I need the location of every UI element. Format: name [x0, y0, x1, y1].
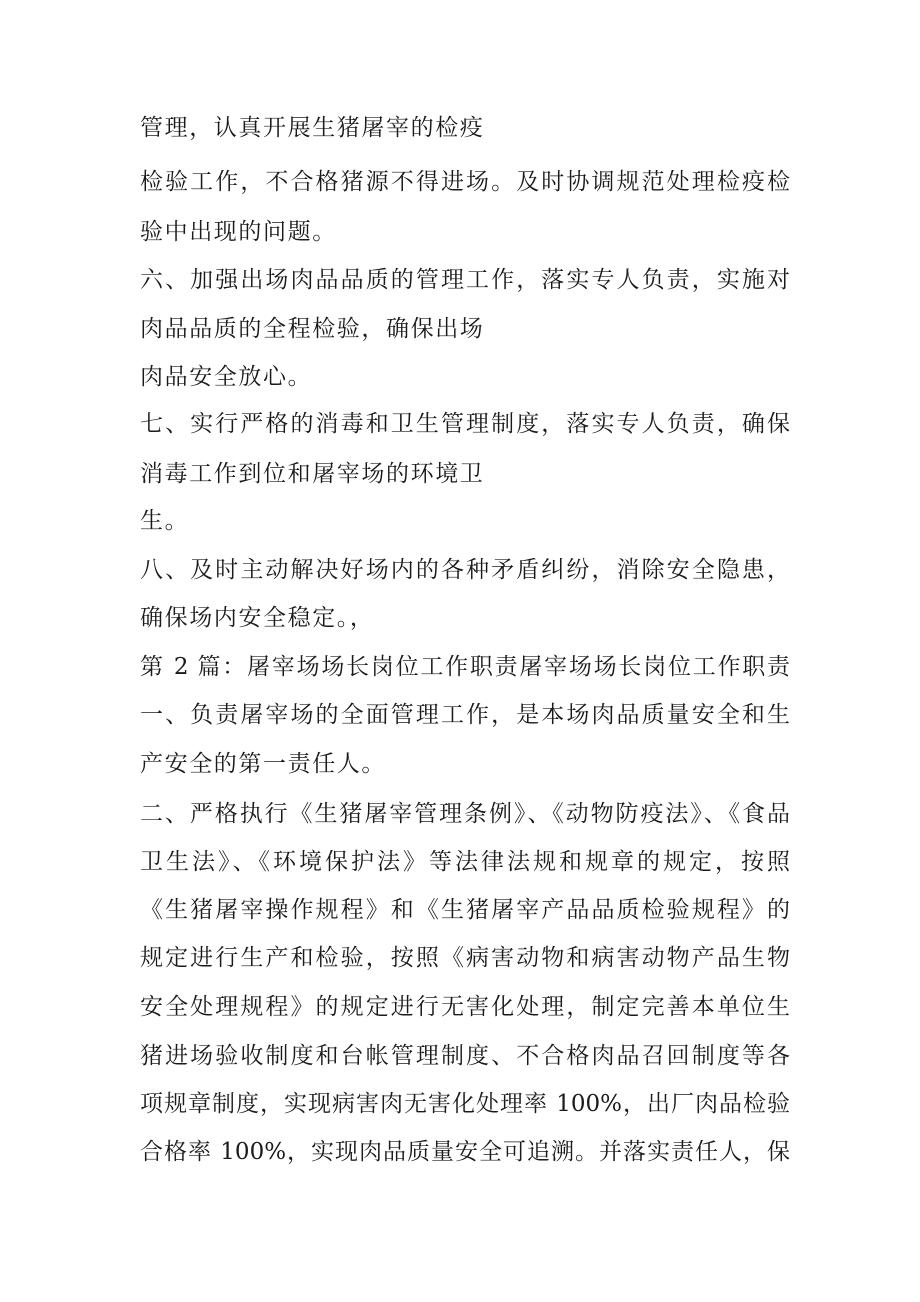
text-line: 七、实行严格的消毒和卫生管理制度，落实专人负责，确保: [140, 411, 790, 437]
text-line: 检验工作，不合格猪源不得进场。及时协调规范处理检疫检: [140, 169, 790, 195]
text-line: 猪进场验收制度和台帐管理制度、不合格肉品召回制度等各: [140, 1043, 790, 1069]
text-line: 肉品安全放心。: [140, 364, 313, 390]
text-line: 卫生法》、《环境保护法》等法律法规和规章的规定，按照: [140, 849, 790, 875]
text-line: 安全处理规程》的规定进行无害化处理，制定完善本单位生: [140, 994, 790, 1020]
text-line: 项规章制度，实现病害肉无害化处理率 100%，出厂肉品检验: [140, 1091, 790, 1117]
text-line: 六、加强出场肉品品质的管理工作，落实专人负责，实施对: [140, 267, 790, 293]
text-line: 《生猪屠宰操作规程》和《生猪屠宰产品品质检验规程》的: [140, 897, 790, 923]
text-line: 规定进行生产和检验，按照《病害动物和病害动物产品生物: [140, 945, 790, 971]
text-line: 管理，认真开展生猪屠宰的检疫: [140, 115, 485, 141]
text-line: 一、负责屠宰场的全面管理工作，是本场肉品质量安全和生: [140, 702, 790, 728]
text-line: 肉品品质的全程检验，确保出场: [140, 316, 485, 342]
text-line: 二、严格执行《生猪屠宰管理条例》、《动物防疫法》、《食品: [140, 801, 790, 827]
text-line: 消毒工作到位和屠宰场的环境卫: [140, 461, 485, 487]
text-line: 生。: [140, 508, 190, 534]
text-line: 产安全的第一责任人。: [140, 751, 386, 777]
text-line: 八、及时主动解决好场内的各种矛盾纠纷，消除安全隐患，: [140, 557, 790, 583]
text-line: 合格率 100%，实现肉品质量安全可追溯。并落实责任人，保: [140, 1139, 790, 1165]
section-heading: 第 2 篇：屠宰场场长岗位工作职责屠宰场场长岗位工作职责: [140, 654, 790, 680]
text-line: 确保场内安全稳定。，: [140, 605, 375, 631]
text-line: 验中出现的问题。: [140, 219, 337, 245]
